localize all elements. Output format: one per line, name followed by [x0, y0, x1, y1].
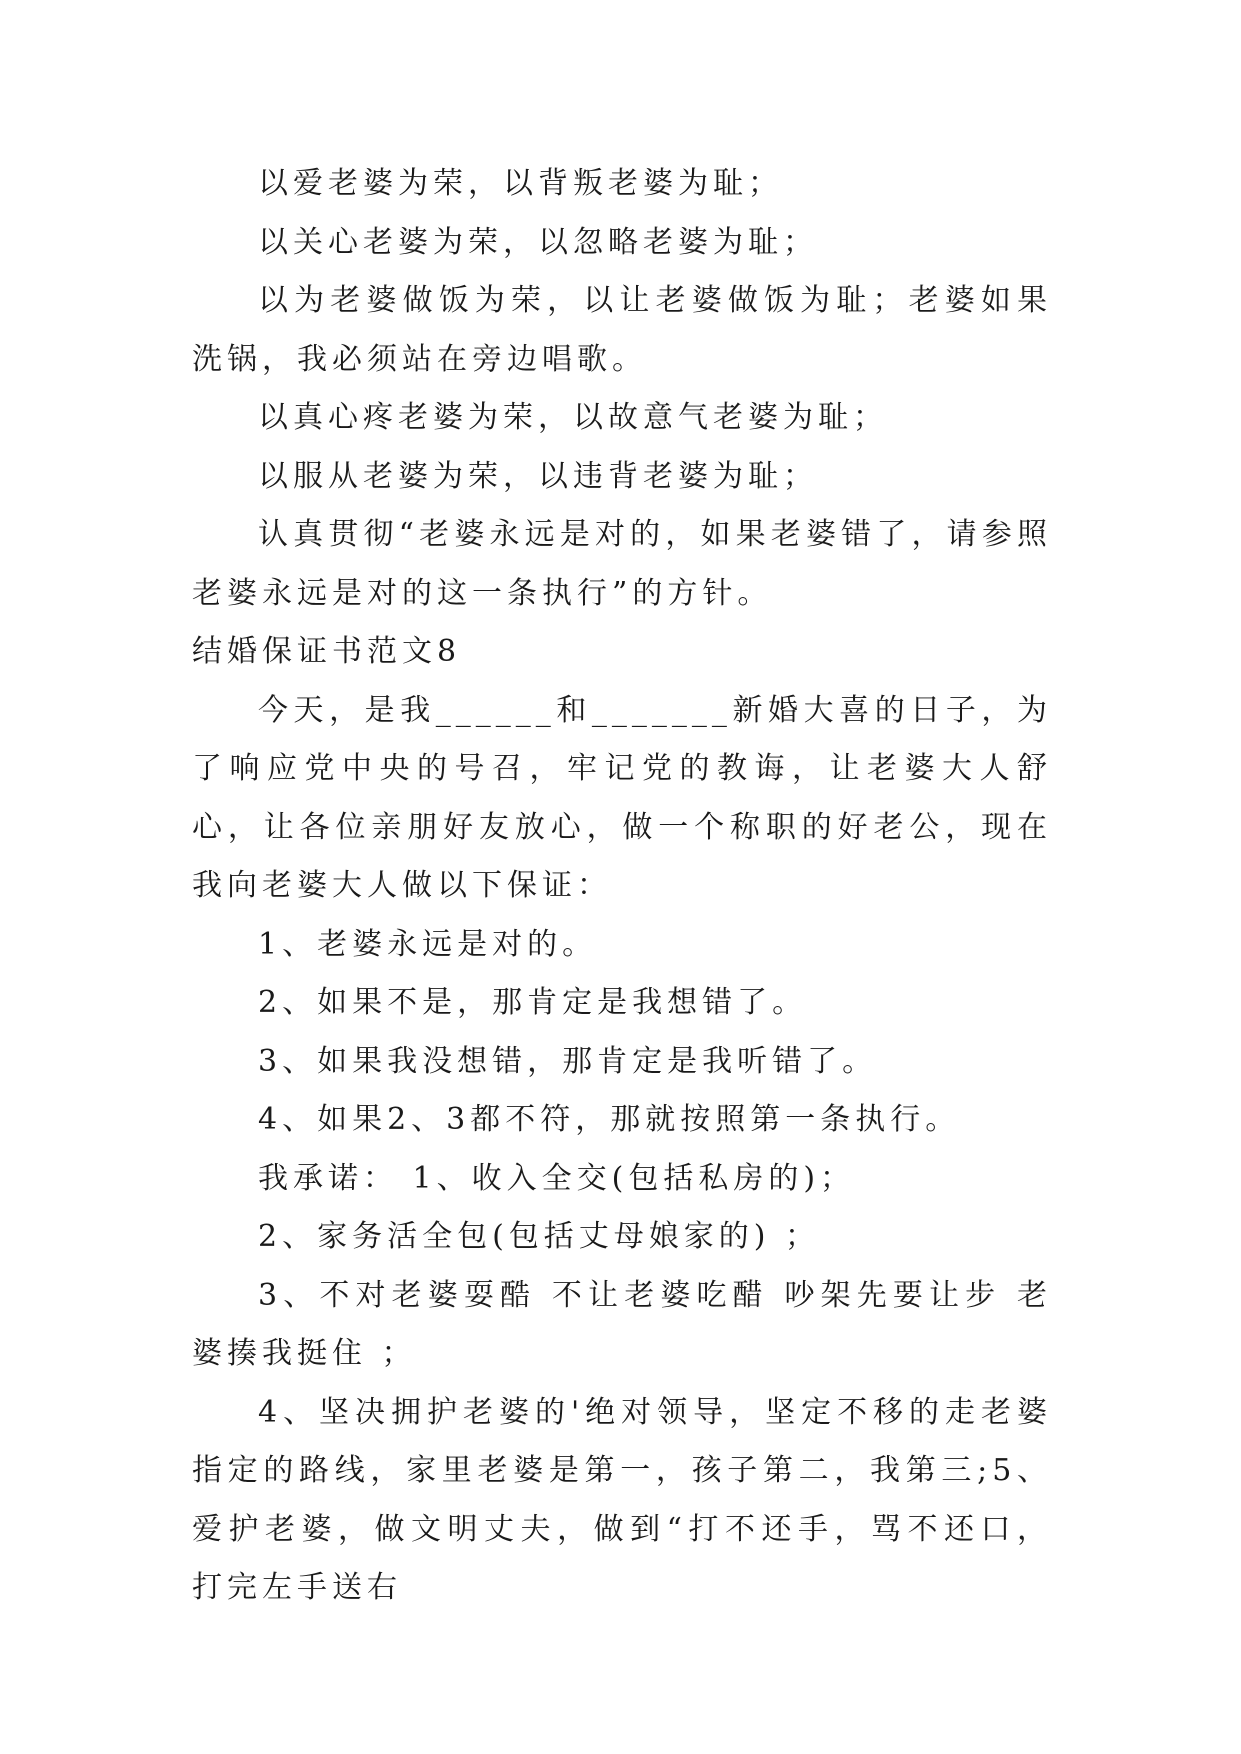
list-item-2: 2、如果不是，那肯定是我想错了。 — [258, 985, 808, 1020]
section-heading: 结婚保证书范文8 — [192, 634, 462, 669]
list-item-3: 3、如果我没想错，那肯定是我听错了。 — [258, 1043, 878, 1079]
list-item-4: 4、如果2、3都不符，那就按照第一条执行。 — [258, 1102, 961, 1137]
paragraph-5: 以服从老婆为荣，以违背老婆为耻； — [258, 458, 818, 494]
paragraph-3: 以为老婆做饭为荣，以让老婆做饭为耻；老婆如果洗锅，我必须站在旁边唱歌。 — [192, 283, 1052, 377]
paragraph-1: 以爱老婆为荣，以背叛老婆为耻； — [258, 166, 783, 201]
promise-item-3: 3、不对老婆耍酷 不让老婆吃醋 吵架先要让步 老婆揍我挺住 ； — [192, 1277, 1052, 1371]
paragraph-4: 以真心疼老婆为荣，以故意气老婆为耻； — [258, 400, 888, 435]
paragraph-intro: 今天，是我______和_______新婚大喜的日子，为了响应党中央的号召，牢记党的教诲，让老婆大人舒心，让各位亲朋好友放心，做一个称职的好老公，现在我向老婆大人做以下保证： — [192, 692, 1052, 903]
paragraph-6: 认真贯彻“老婆永远是对的，如果老婆错了，请参照老婆永远是对的这一条执行”的方针。 — [192, 517, 1052, 611]
list-item-1: 1、老婆永远是对的。 — [258, 926, 598, 962]
promise-item-4: 4、坚决拥护老婆的'绝对领导，坚定不移的走老婆指定的路线，家里老婆是第一，孩子第二，我第三;5、爱护老婆，做文明丈夫，做到“打不还手，骂不还口，打完左手送右 — [192, 1394, 1052, 1605]
paragraph-2: 以关心老婆为荣，以忽略老婆为耻； — [258, 224, 818, 260]
promise-item-2: 2、家务活全包(包括丈母娘家的) ； — [258, 1219, 821, 1254]
document-body — [192, 155, 1052, 1618]
promise-item-1: 我承诺： 1、收入全交(包括私房的)； — [258, 1160, 856, 1196]
